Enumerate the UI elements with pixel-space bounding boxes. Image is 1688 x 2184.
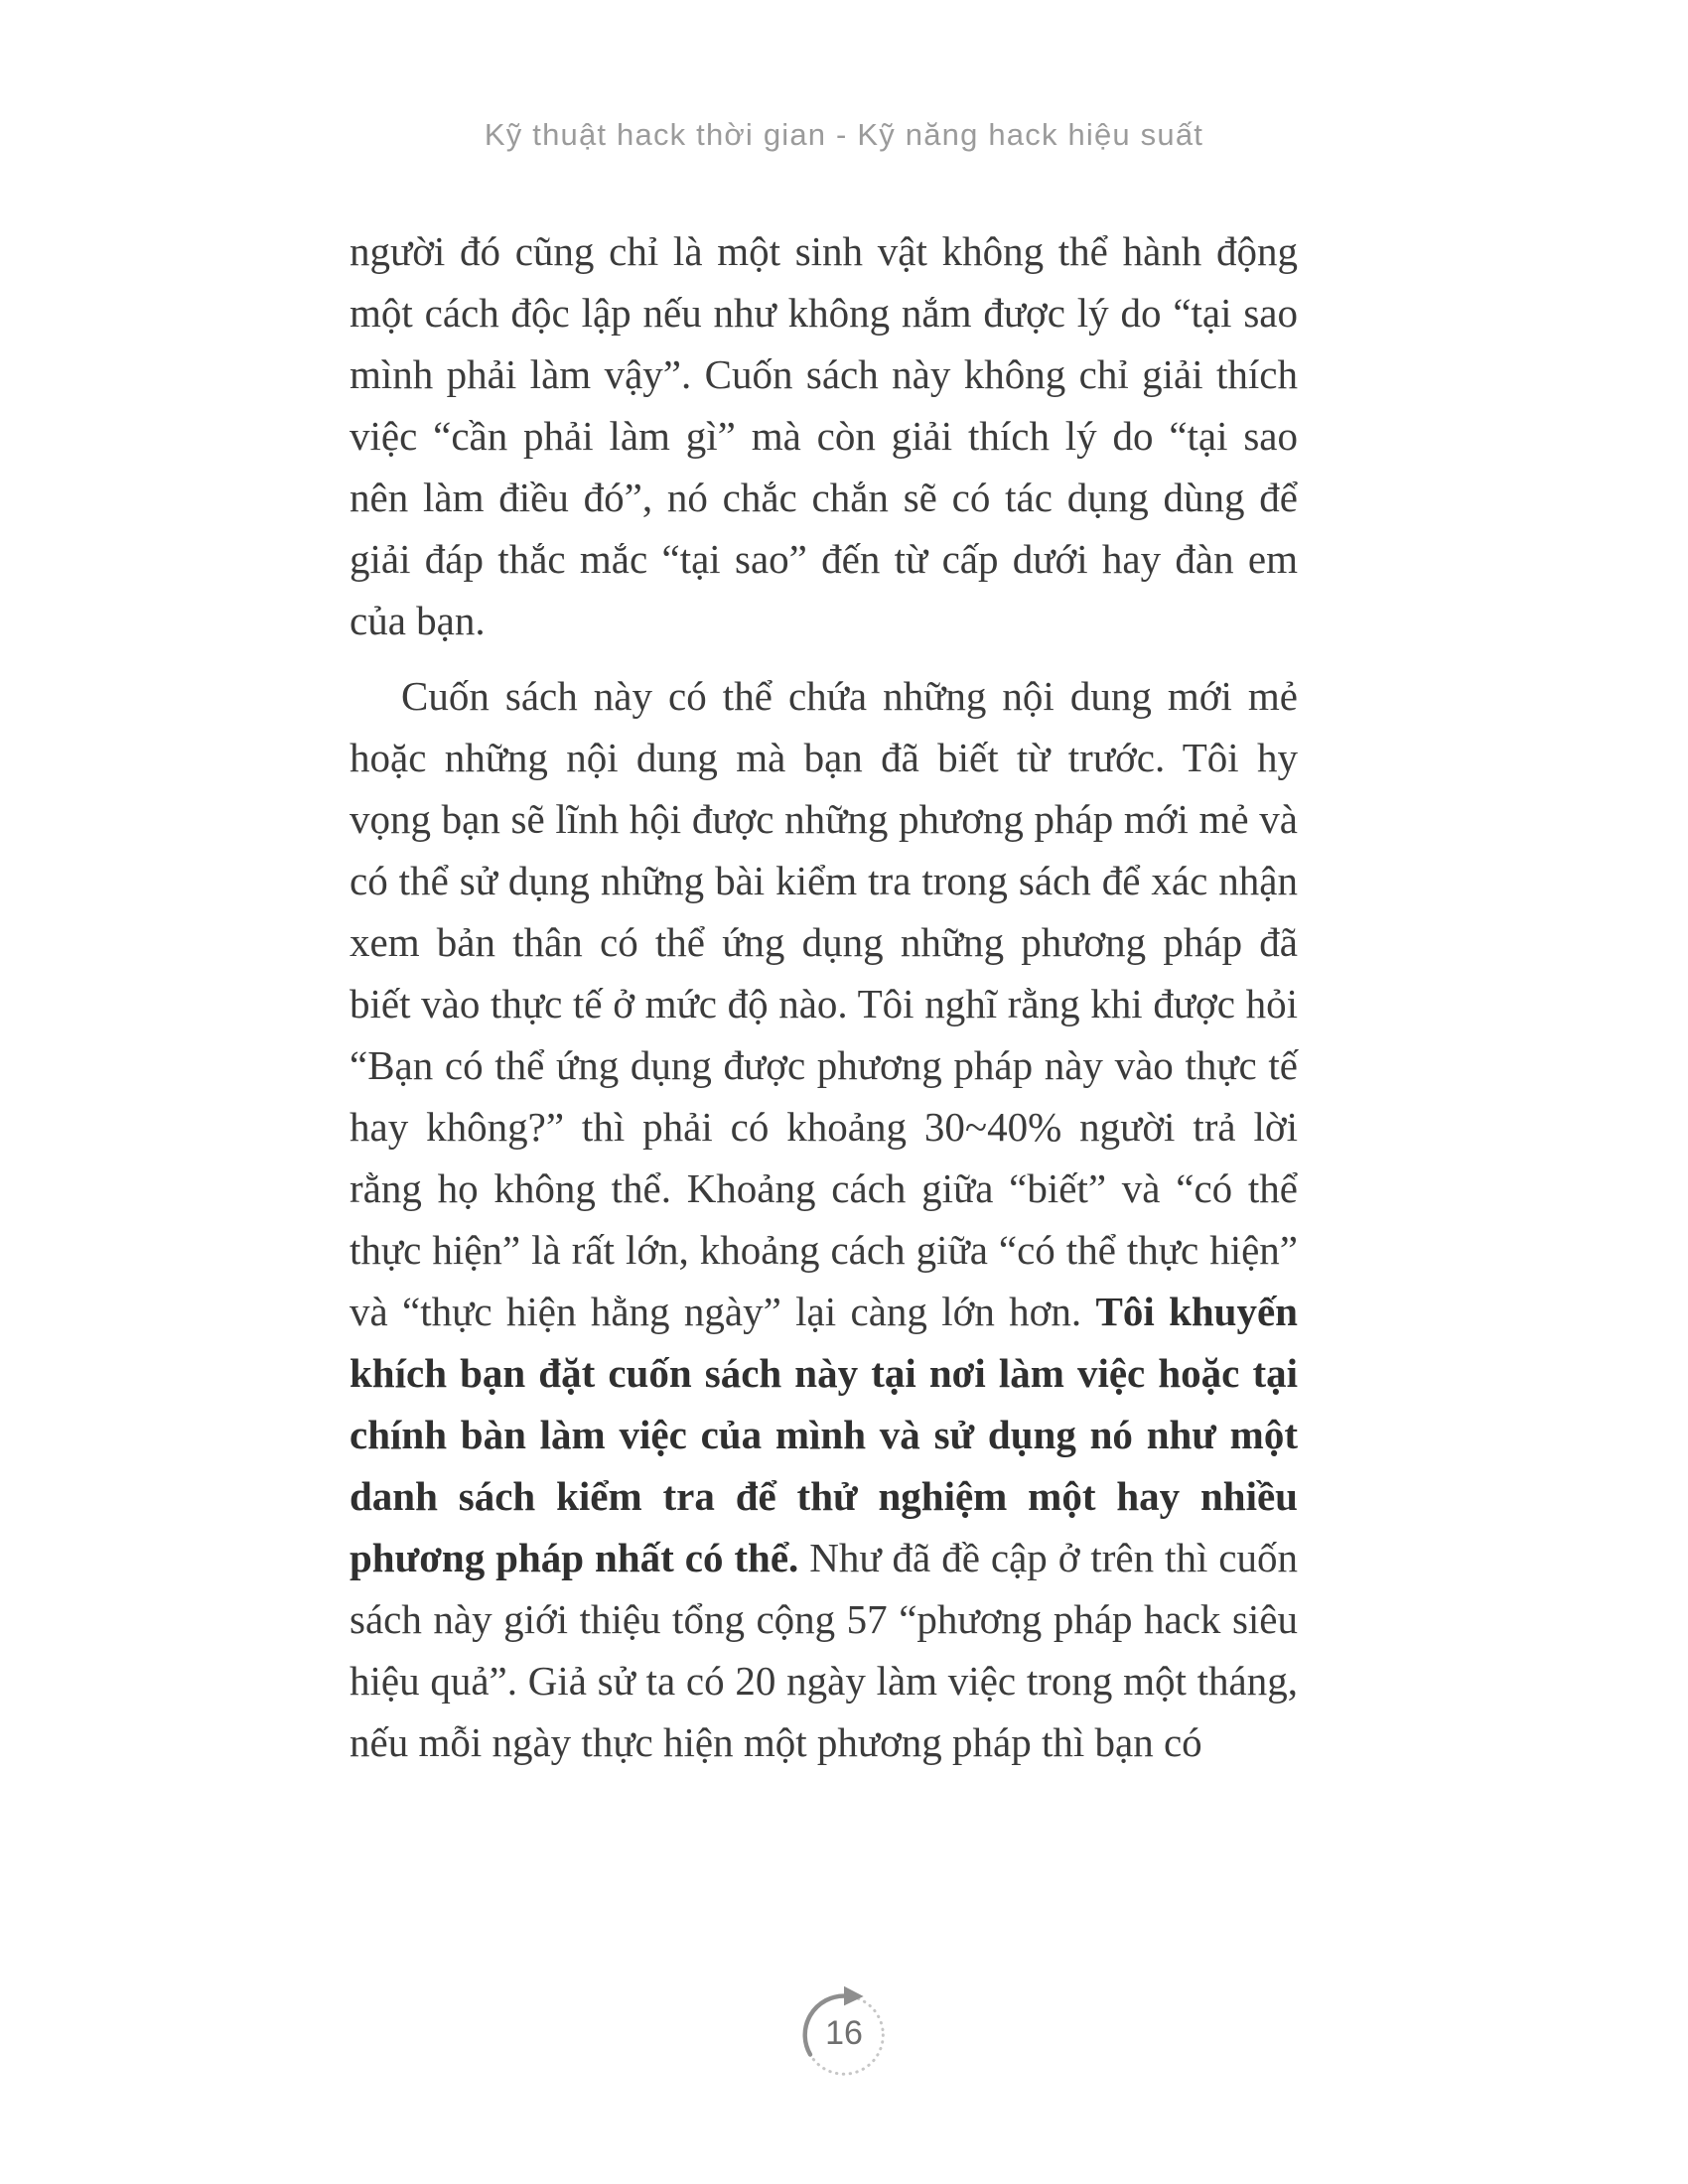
running-header: Kỹ thuật hack thời gian - Kỹ năng hack hiệu suất bbox=[484, 117, 1204, 152]
page-footer bbox=[0, 1971, 1688, 2088]
paragraph bbox=[350, 220, 1298, 651]
paragraph-text: Như đã đề cập ở trên thì cuốn sách này giới thiệu tổng cộng 57 “phương pháp hack siêu hiệu quả”. Giả sử ta có 20 ngày làm việc trong một tháng, nếu mỗi ngày thực hiện một phương pháp thì bạn có bbox=[350, 1535, 1298, 1765]
paragraph bbox=[350, 665, 1298, 1773]
paragraph-text: Cuốn sách này có thể chứa những nội dung mới mẻ hoặc những nội dung mà bạn đã biết từ trước. Tôi hy vọng bạn sẽ lĩnh hội được những phương pháp mới mẻ và có thể sử dụng những bài kiểm tra trong sách để xác nhận xem bản thân có thể ứng dụng những phương pháp đã biết vào thực tế ở mức độ nào. Tôi nghĩ rằng khi được hỏi “Bạn có thể ứng dụng được phương pháp này vào thực tế hay không?” thì phải có khoảng 30~40% người trả lời rằng họ không thể. Khoảng cách giữa “biết” và “có thể thực hiện” là rất lớn, khoảng cách giữa “có thể thực hiện” và “thực hiện hằng ngày” lại càng lớn hơn. bbox=[350, 673, 1298, 1334]
page-number-badge bbox=[785, 1971, 903, 2088]
paragraph-text: người đó cũng chỉ là một sinh vật không thể hành động một cách độc lập nếu như không nắm được lý do “tại sao mình phải làm vậy”. Cuốn sách này không chỉ giải thích việc “cần phải làm gì” mà còn giải thích lý do “tại sao nên làm điều đó”, nó chắc chắn sẽ có tác dụng dùng để giải đáp thắc mắc “tại sao” đến từ cấp dưới hay đàn em của bạn. bbox=[350, 228, 1298, 643]
paragraph-bold-text: Tôi khuyến khích bạn đặt cuốn sách này tại nơi làm việc hoặc tại chính bàn làm việc của mình và sử dụng nó như một danh sách kiểm tra để thử nghiệm một hay nhiều phương pháp nhất có thể. bbox=[350, 1289, 1298, 1580]
page-body bbox=[350, 220, 1298, 1773]
page-number: 16 bbox=[825, 2014, 863, 2052]
